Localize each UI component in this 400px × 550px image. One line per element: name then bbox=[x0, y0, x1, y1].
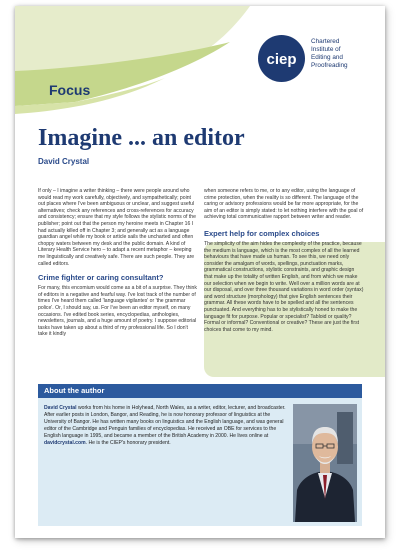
body-paragraph: The simplicity of the aim hides the complexity of the practice, because the medium is language, which is the most complex of all the learned behaviours that have made us human. To see this, we need only consider the amalgam of words, spellings, punctuation marks, grammatical constructions, stylistic constraints, and graphic design that make up the totality of written English, and from which we make our selection when we begin to write. Well over a million words are at our disposal, and over three thousand variations in word order (syntax) and word structure (morphology) that give English sentences their grammar. All these words have to be spelled and all the sentences punctuated. And everything has to be stylistically honed to make the language fit for purpose. Popular or specialist? Tabloid or quality? Formal or informal? Conventional or creative? These are just the first choices that come to my mind. bbox=[204, 240, 364, 333]
section-heading: Crime fighter or caring consultant? bbox=[38, 273, 164, 283]
article-page bbox=[15, 6, 385, 538]
about-author-box bbox=[38, 384, 362, 526]
section-heading: Expert help for complex choices bbox=[204, 228, 320, 238]
organization-name bbox=[311, 38, 383, 70]
bio-text: works from his home in Holyhead, North Wales, as a writer, editor, lecturer, and broadcaster. After earlier posts in London, Bangor, and Reading, he is now honorary professor of linguistics at the University of Bangor. He has written many books on linguistics and the English language, and was general editor of the Cambridge and Penguin families of encyclopedias. He received an OBE for services to the English language in 1995, and became a member of the British Academy in 2000. He lives online at bbox=[44, 405, 286, 439]
bio-text-end: . He is the CIEP's honorary president. bbox=[85, 439, 171, 446]
article-author: David Crystal bbox=[38, 157, 90, 166]
continued-paragraph: when someone refers to me, or to any editor, using the language of crime protection, when the reality is so different. The language of the caring or advisory professions would be far more appropriate, for the aim of an editor is simply stated: to let nothing interfere with the goal of achieving total communicative rapport between writer and reader. bbox=[204, 188, 364, 221]
article-title: Imagine ... an editor bbox=[38, 125, 245, 151]
left-column bbox=[38, 188, 198, 340]
body-paragraph: For many, this encomium would come as a bit of a surprise. They think of editors in a negative and fearful way. I've lost track of the number of times I've heard them called 'language vigilantes' or 'the grammar police'. Or, I should say, us. For I've been an editor myself, on many occasions. I've edited book series, encyclopedias, anthologies, newsletters, journals, and a huge amount of poetry. I suppose editorial tasks have taken up about a third of my professional life. So I don't take it kindly bbox=[38, 285, 197, 338]
about-text bbox=[44, 405, 286, 446]
intro-paragraph: If only – I imagine a writer thinking – there were people around who would read my work carefully, objectively, and sympathetically; point out places where I've been ambiguous or unclear, and suggest useful alternatives; check any references and cross-references for accuracy and consistency; ensure that my style follows the stylistic norms of the publisher; point out that the person my heroine meets in Chapter 16 I had actually killed off in Chapter 3; and generally act as a language guardian angel while my book or article sails the uncharted and often choppy waters between my desk and the public domain. A kind of Literary Health Service hero – to adapt a recent metaphor – keeping me linguistically and creatively safe. There are such people. They are called editors. bbox=[38, 188, 196, 267]
author-name: David Crystal bbox=[44, 405, 77, 411]
ciep-logo bbox=[258, 35, 305, 82]
org-name-line: Proofreading bbox=[311, 62, 348, 69]
about-title: About the author bbox=[38, 384, 362, 398]
org-name-line: Chartered bbox=[311, 38, 340, 45]
right-column bbox=[204, 188, 364, 335]
author-website-link[interactable]: davidcrystal.com bbox=[44, 439, 86, 446]
org-name-line: Institute of bbox=[311, 46, 341, 53]
page-header bbox=[15, 6, 385, 126]
section-label: Focus bbox=[49, 82, 91, 98]
org-name-line: Editing and bbox=[311, 54, 343, 61]
logo-text: ciep bbox=[266, 51, 297, 68]
author-photo bbox=[293, 404, 357, 522]
